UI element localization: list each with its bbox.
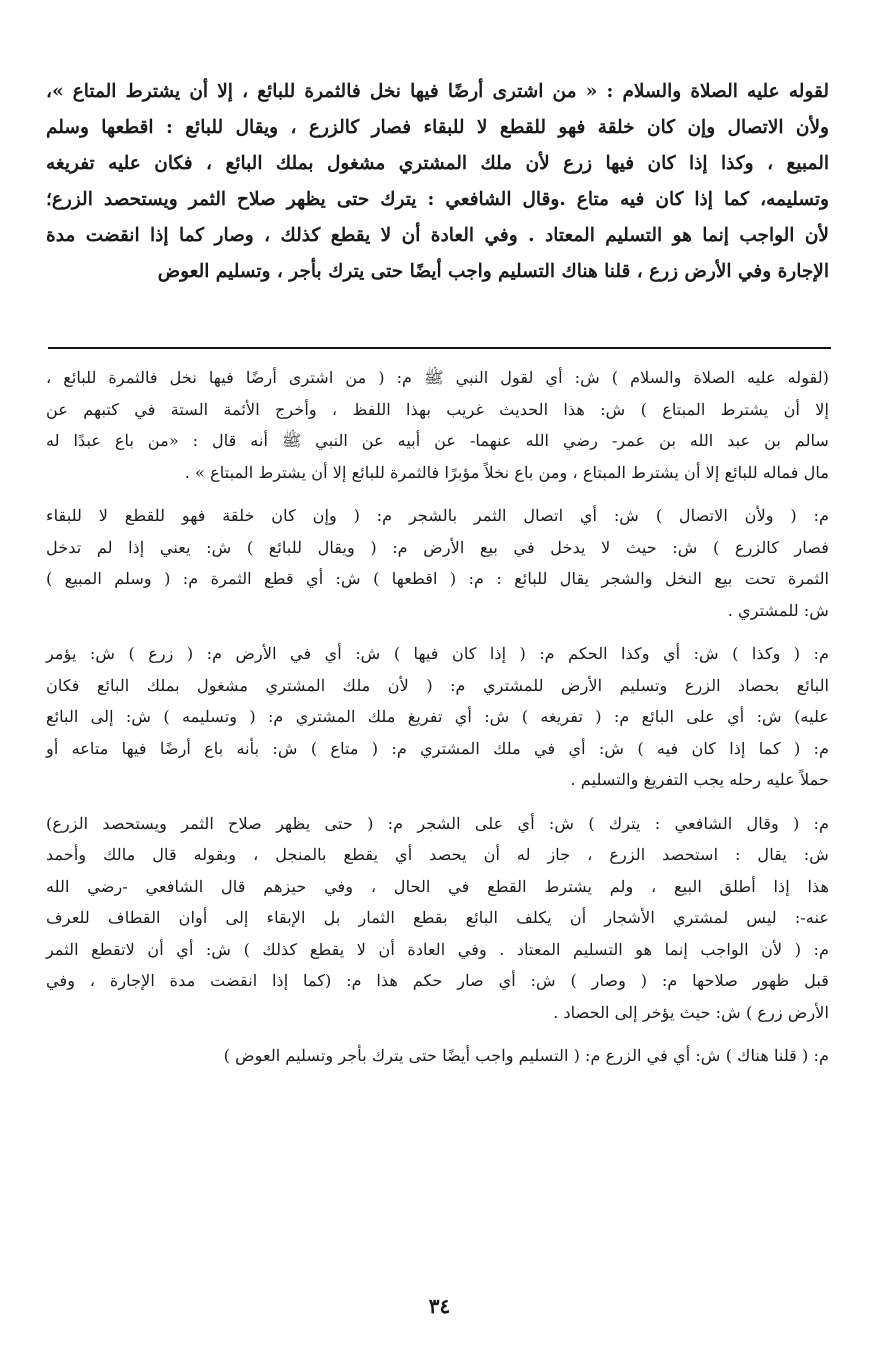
main-text-line: وتسليمه، كما إذا كان فيه متاع .وقال الشافعي : يترك حتى يظهر صلاح الثمر ويستحصد الزرع؛ bbox=[46, 189, 829, 210]
main-text-line: الإجارة وفي الأرض زرع ، قلنا هناك التسليم واجب أيضًا حتى يترك بأجر ، وتسليم العوض bbox=[157, 261, 829, 282]
main-text-line: لقوله عليه الصلاة والسلام : « من اشترى أرضًا فيها نخل فالثمرة للبائع ، إلا أن يشترط المتاع »، bbox=[46, 81, 829, 102]
commentary-line: قبل ظهور صلاحها م: ( وصار ) ش: أي صار حكم هذا م: (كما إذا انقضت مدة الإجارة ، وفي bbox=[46, 971, 829, 990]
commentary-block bbox=[46, 362, 829, 1084]
commentary-paragraph bbox=[46, 808, 829, 1029]
commentary-line: م: ( لأن الواجب إنما هو التسليم المعتاد . وفي العادة أن لا يقطع كذلك ) ش: أي أن لاتقطع الثمر bbox=[46, 939, 829, 959]
main-text-block bbox=[46, 74, 829, 290]
page-number: ٣٤ bbox=[428, 1294, 451, 1318]
commentary-line: ش: للمشتري . bbox=[727, 600, 829, 620]
commentary-line: حملاً عليه رحله يجب التفريغ والتسليم . bbox=[570, 770, 829, 789]
commentary-line: م: ( ولأن الاتصال ) ش: أي اتصال الثمر بالشجر م: ( وإن كان خلقة فهو للقطع لا للبقاء bbox=[46, 506, 829, 525]
commentary-line: م: ( كما إذا كان فيه ) ش: أي في ملك المشتري م: ( متاع ) ش: بأنه باع أرضًا فيها متاعه أو bbox=[46, 738, 829, 758]
commentary-line: إلا أن يشترط المبتاع ) ش: هذا الحديث غريب بهذا اللفظ ، وأخرج الأئمة الستة في كتبهم عن bbox=[46, 399, 829, 419]
commentary-paragraph bbox=[46, 638, 829, 796]
commentary-paragraph bbox=[46, 1040, 829, 1072]
commentary-line: سالم بن عبد الله بن عمر- رضي الله عنهما- عن أبيه عن النبي ﷺ أنه قال : «من باع عبدًا له bbox=[46, 431, 829, 450]
commentary-line: عنه-: ليس لمشتري الأشجار أن يكلف البائع بقطع الثمار بل الإبقاء إلى أوان القطاف للعرف bbox=[46, 908, 829, 927]
commentary-paragraph bbox=[46, 500, 829, 626]
commentary-paragraph bbox=[46, 362, 829, 488]
commentary-line: فصار كالزرع ) ش: حيث لا يدخل في بيع الأرض م: ( ويقال للبائع ) ش: يعني إذا لم تدخل bbox=[46, 537, 829, 557]
commentary-line: البائع بحصاد الزرع وتسليم الأرض للمشتري م: ( لأن ملك المشتري مشغول بملك البائع فكان bbox=[46, 675, 829, 695]
main-text-line: لأن الواجب إنما هو التسليم المعتاد . وفي العادة أن لا يقطع كذلك ، وصار كما إذا انقضت مدة bbox=[46, 225, 829, 246]
commentary-line: الأرض زرع ) ش: حيث يؤخر إلى الحصاد . bbox=[553, 1002, 829, 1022]
commentary-line: م: ( وكذا ) ش: أي وكذا الحكم م: ( إذا كان فيها ) ش: أي في الأرض م: ( زرع ) ش: يؤمر bbox=[46, 644, 829, 663]
main-text-line: ولأن الاتصال وإن كان خلقة فهو للقطع لا للبقاء فصار كالزرع ، ويقال للبائع : اقطعها وسلم bbox=[46, 117, 829, 138]
commentary-line: عليه) ش: أي على البائع م: ( تفريغه ) ش: أي تفريغ ملك المشتري م: ( وتسليمه ) ش: إلى البائع bbox=[46, 707, 829, 726]
commentary-line: هذا إذا أطلق البيع ، ولم يشترط القطع في الحال ، وفي حيزهم قال الشافعي -رضي الله bbox=[46, 876, 829, 896]
commentary-line: ش: يقال : استحصد الزرع ، جاز له أن يحصد أي يقطع بالمنجل ، وبقوله قال مالك وأحمد bbox=[46, 845, 829, 864]
commentary-line: مال فماله للبائع إلا أن يشترط المبتاع ، ومن باع نخلاً مؤبرًا فالثمرة للبائع إلا أن يشترط المبتاع » . bbox=[184, 462, 829, 482]
commentary-line: م: ( وقال الشافعي : يترك ) ش: أي على الشجر م: ( حتى يظهر صلاح الثمر ويستحصد الزرع) bbox=[46, 813, 829, 833]
commentary-line: الثمرة تحت بيع النخل والشجر يقال للبائع : م: ( اقطعها ) ش: أي قطع الثمرة م: ( وسلم المبيع ) bbox=[46, 569, 829, 588]
commentary-line: (لقوله عليه الصلاة والسلام ) ش: أي لقول النبي ﷺ م: ( من اشترى أرضًا فيها نخل فالثمرة للبائع ، bbox=[46, 368, 829, 387]
section-divider bbox=[48, 347, 831, 349]
commentary-line: م: ( قلنا هناك ) ش: أي في الزرع م: ( التسليم واجب أيضًا حتى يترك بأجر وتسليم العوض ) bbox=[223, 1046, 829, 1065]
main-text-line: المبيع ، وكذا إذا كان فيها زرع لأن ملك المشتري مشغول بملك البائع ، فكان عليه تفريغه bbox=[46, 153, 829, 174]
